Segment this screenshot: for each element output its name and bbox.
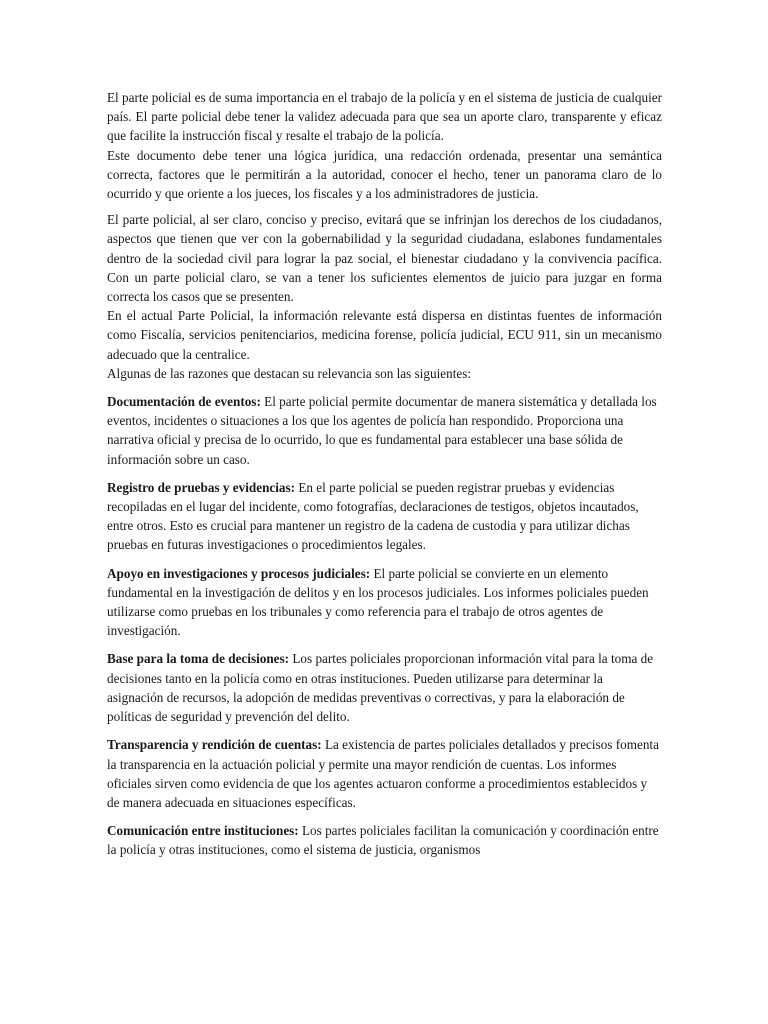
section-text: El parte policial permite documentar de manera sistemática y detallada los eventos, incidentes o situaciones a los que los agentes de policía han respondido. Proporciona una narrativa oficial y precisa de lo ocurrido, lo que es fundamental para establecer una base sólida de información sobre un caso. (107, 394, 657, 467)
section-label: Apoyo en investigaciones y procesos judiciales: (107, 565, 371, 581)
section-text: El parte policial se convierte en un elemento fundamental en la investigación de delitos y en los procesos judiciales. Los informes policiales pueden utilizarse como pruebas en los tribunales y como referencia para el trabajo de otros agentes de investigación. (107, 565, 649, 639)
section-documentacion (107, 392, 662, 469)
section-label: Registro de pruebas y evidencias: (107, 479, 296, 495)
document-body (107, 88, 662, 860)
section-apoyo-investigaciones (107, 564, 662, 641)
section-label: Transparencia y rendición de cuentas: (107, 737, 322, 753)
section-registro-pruebas (107, 478, 662, 555)
section-label: Comunicación entre instituciones: (107, 823, 299, 839)
intro-paragraph-3: El parte policial, al ser claro, conciso y preciso, evitará que se infrinjan los derechos de los ciudadanos, aspectos que tienen que ver con la gobernabilidad y la seguridad ciudadana, eslabones fundamentales dentro de la sociedad civil para lograr la paz social, el bienestar ciudadano y la convivencia pacífica. Con un parte policial claro, se van a tener los suficientes elementos de juicio para juzgar en forma correcta los casos que se presenten. (107, 212, 662, 305)
section-comunicacion (107, 821, 662, 859)
section-text: En el parte policial se pueden registrar pruebas y evidencias recopiladas en el lugar del incidente, como fotografías, declaraciones de testigos, objetos incautados, entre otros. Esto es crucial para mantener un registro de la cadena de custodia y para utilizar dichas pruebas en futuras investigaciones o procedimientos legales. (107, 479, 639, 553)
intro-paragraph-5: Algunas de las razones que destacan su relevancia son las siguientes: (107, 365, 472, 381)
section-transparencia (107, 735, 662, 812)
section-text: La existencia de partes policiales detallados y precisos fomenta la transparencia en la actuación policial y permite una mayor rendición de cuentas. Los informes oficiales sirven como evidencia de que los agentes actuaron conforme a procedimientos establecidos y de manera adecuada en situaciones específicas. (107, 737, 659, 810)
section-text: Los partes policiales facilitan la comunicación y coordinación entre la policía y otras instituciones, como el sistema de justicia, organismos (107, 823, 659, 858)
section-text: Los partes policiales proporcionan información vital para la toma de decisiones tanto en la policía como en otras instituciones. Pueden utilizarse para determinar la asignación de recursos, la adopción de medidas preventivas o correctivas, y para la elaboración de políticas de seguridad y prevención del delito. (107, 651, 654, 725)
intro-paragraph-2: Este documento debe tener una lógica jurídica, una redacción ordenada, presentar una semántica correcta, factores que le permitirán a la autoridad, conocer el hecho, tener un panorama claro de lo ocurrido y que oriente a los jueces, los fiscales y a los administradores de justicia. (107, 147, 662, 202)
intro-paragraph-1: El parte policial es de suma importancia en el trabajo de la policía y en el sistema de justicia de cualquier país. El parte policial debe tener la validez adecuada para que sea un aporte claro, transparente y eficaz que facilite la instrucción fiscal y resalte el trabajo de la policía. (107, 90, 662, 144)
section-label: Base para la toma de decisiones: (107, 651, 290, 667)
section-label: Documentación de eventos: (107, 394, 261, 410)
section-toma-decisiones (107, 649, 662, 726)
intro-paragraph-4: En el actual Parte Policial, la información relevante está dispersa en distintas fuentes de información como Fiscalía, servicios penitenciarios, medicina forense, policía judicial, ECU 911, sin un mecanismo adecuado que la centralice. (107, 308, 662, 362)
